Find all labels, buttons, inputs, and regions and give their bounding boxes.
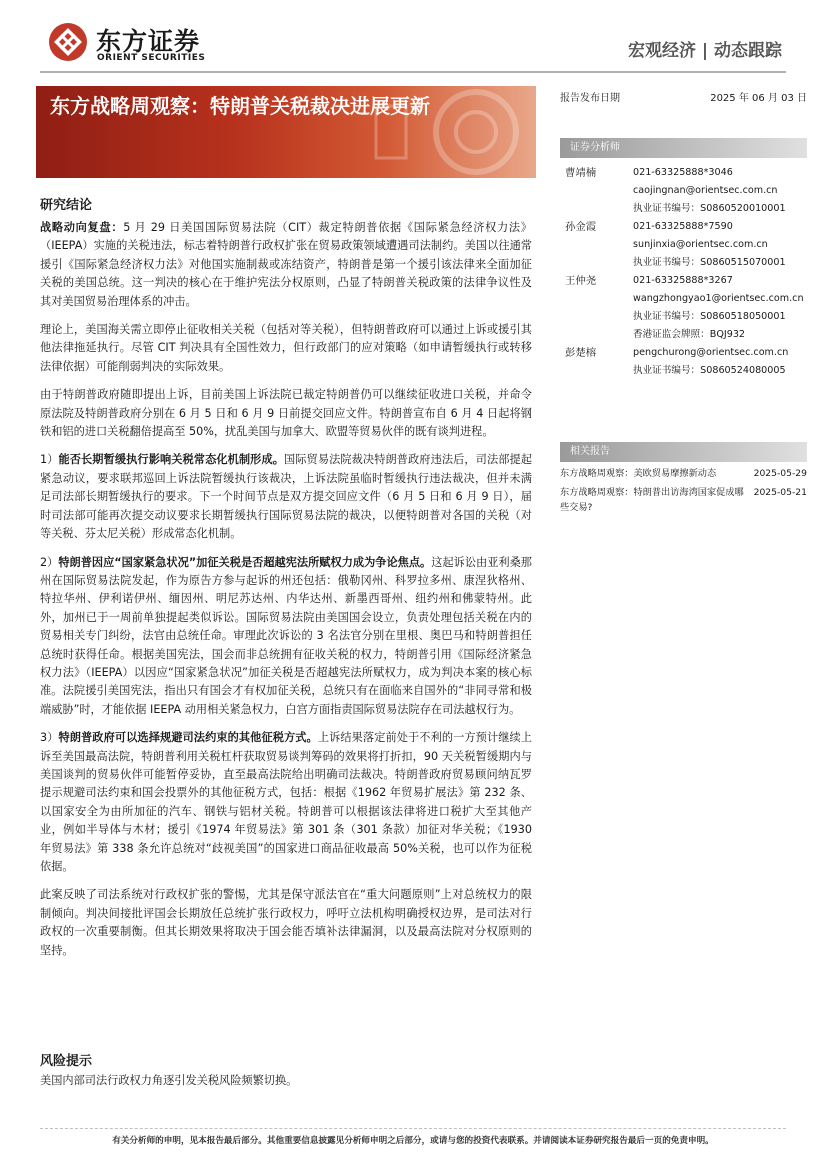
paragraph-1-lead: 战略动向复盘： bbox=[40, 221, 124, 234]
footer-divider bbox=[40, 1128, 786, 1129]
report-title: 东方战略周观察：特朗普关税裁决进展更新 bbox=[50, 94, 430, 118]
analyst-cert: 执业证书编号：S0860518050001 bbox=[633, 311, 786, 322]
analyst-name: 王仲尧 bbox=[565, 275, 597, 287]
related-report-date: 2025-05-29 bbox=[753, 468, 807, 479]
paragraph-4 bbox=[40, 451, 532, 543]
related-report-date: 2025-05-21 bbox=[753, 487, 807, 498]
risk-section-text: 美国内部司法行政权力角逐引发关税风险频繁切换。 bbox=[40, 1074, 298, 1087]
analyst-license: 香港证监会牌照：BQJ932 bbox=[633, 329, 746, 340]
paragraph-4-body: 国际贸易法院裁决特朗普政府违法后，司法部提起紧急动议，要求联邦巡回上诉法院暂缓执行该裁决，上诉法院虽临时暂缓执行违法裁决，但并未满足司法部长期暂缓执行的要求。下一个时间节点是双方提交回应文件（6 月 5 日和 6 月 9 日），届时司法部可能再次提交动议要求长期暂缓执行国际贸易法院的裁决，以便特朗普对各国的关税（对等关税、芬太尼关税）形成常态化机制。 bbox=[40, 453, 532, 541]
paragraph-5-lead: 特朗普因应“国家紧急状况”加征关税是否超越宪法所赋权力成为争论焦点。 bbox=[58, 555, 432, 569]
related-report-title[interactable]: 东方战略周观察：特朗普出访海湾国家促成哪些交易? bbox=[560, 487, 744, 513]
footer-disclaimer: 有关分析师的申明，见本报告最后部分。其他重要信息披露见分析师申明之后部分，或请与您的投资代表联系。并请阅读本证券研究报告最后一页的免责申明。 bbox=[112, 1136, 714, 1146]
paragraph-1-body: 5 月 29 日美国国际贸易法院（CIT）裁定特朗普依据《国际紧急经济权力法》（IEEPA）实施的关税违法，标志着特朗普行政权扩张在贸易政策领域遭遇司法制约。美国以往通常援引《国际紧急经济权力法》对他国实施制裁或冻结资产，特朗普是第一个援引该法律来全面加征关税的美国总统。这一判决的核心在于维护宪法分权原则，凸显了特朗普关税政策的法律争议性及其对美国贸易治理体系的冲击。 bbox=[40, 221, 532, 308]
analyst-phone: 021-63325888*7590 bbox=[633, 221, 733, 232]
paragraph-4-prefix: 1） bbox=[40, 453, 59, 467]
analyst-name: 孙金霞 bbox=[565, 221, 597, 233]
paragraph-5-prefix: 2） bbox=[40, 555, 59, 569]
main-content bbox=[40, 194, 532, 970]
analysts-header: 证券分析师 bbox=[560, 138, 807, 158]
paragraph-6-body: 上诉结果落定前处于不利的一方预计继续上诉至美国最高法院，特朗普利用关税杠杆获取贸易谈判筹码的效果将打折扣，90 天关税暂缓期内与美国谈判的贸易伙伴可能暂停妥协，直至最高法院给出明确司法裁决。特朗普政府贸易顾问纳瓦罗提示规避司法约束和国会投票外的其他征税方式，包括：根据《1962 年贸易扩展法》第 232 条、以国家安全为由所加征的汽车、钢铁与铝材关税。特朗普可以根据该法律将进口税扩大至其他产业，例如半导体与木材；援引《1974 年贸易法》第 301 条（301 条款）加征对华关税；《1930 年贸易法》第 338 条允许总统对“歧视美国”的国家进口商品征收最高 50%关税，也可以作为征税依据。 bbox=[40, 731, 532, 873]
analyst-card bbox=[560, 164, 807, 218]
related-report-item[interactable] bbox=[560, 466, 807, 481]
analyst-email[interactable]: pengchurong@orientsec.com.cn bbox=[633, 347, 789, 358]
report-date-label: 报告发布日期 bbox=[560, 93, 620, 104]
header-divider bbox=[40, 71, 786, 73]
analyst-phone: 021-63325888*3267 bbox=[633, 275, 733, 286]
analyst-name: 曹靖楠 bbox=[565, 167, 597, 179]
logo-text-en: ORIENT SECURITIES bbox=[97, 53, 206, 63]
paragraph-3: 由于特朗普政府随即提出上诉，目前美国上诉法院已裁定特朗普仍可以继续征收进口关税，并命令原法院及特朗普政府分别在 6 月 5 日和 6 月 9 日前提交回应文件。特朗普宣布自 6 月 4 日起将钢铁和铝的进口关税翻倍提高至 50%，扰乱美国与加拿大、欧盟等贸易伙伴的既有谈判进程。 bbox=[40, 388, 532, 439]
logo-text-cn: 东方证券 bbox=[96, 27, 201, 56]
report-date-row bbox=[560, 89, 807, 103]
paragraph-6 bbox=[40, 729, 532, 876]
analyst-name: 彭楚榕 bbox=[565, 347, 597, 359]
paragraph-5 bbox=[40, 554, 532, 720]
title-banner bbox=[36, 86, 536, 178]
analyst-phone: 021-63325888*3046 bbox=[633, 167, 733, 178]
analyst-cert: 执业证书编号：S0860524080005 bbox=[633, 365, 786, 376]
analyst-email[interactable]: sunjinxia@orientsec.com.cn bbox=[633, 239, 768, 250]
analyst-email[interactable]: caojingnan@orientsec.com.cn bbox=[633, 185, 778, 196]
analyst-card bbox=[560, 272, 807, 344]
analyst-cert: 执业证书编号：S0860520010001 bbox=[633, 203, 786, 214]
risk-section-title: 风险提示 bbox=[40, 1054, 93, 1069]
paragraph-6-prefix: 3） bbox=[40, 731, 59, 745]
analyst-card bbox=[560, 344, 807, 380]
paragraph-7: 此案反映了司法系统对行政权扩张的警惕，尤其是保守派法官在“重大问题原则”上对总统权力的限制倾向。判决间接批评国会长期放任总统扩张行政权力，呼吁立法机构明确授权边界，是司法对行政权的一次重要制衡。但其长期效果将取决于国会能否填补法律漏洞，以及最高法院对分权原则的坚持。 bbox=[40, 888, 532, 957]
paragraph-6-lead: 特朗普政府可以选择规避司法约束的其他征税方式。 bbox=[58, 731, 318, 745]
related-reports-header: 相关报告 bbox=[560, 442, 807, 462]
analyst-card bbox=[560, 218, 807, 272]
orient-logo-icon bbox=[48, 22, 88, 62]
logo bbox=[48, 20, 228, 64]
related-reports-panel bbox=[560, 442, 807, 515]
analyst-cert: 执业证书编号：S0860515070001 bbox=[633, 257, 786, 268]
report-date-value: 2025 年 06 月 03 日 bbox=[710, 93, 807, 104]
related-report-item[interactable] bbox=[560, 485, 807, 515]
analyst-email[interactable]: wangzhongyao1@orientsec.com.cn bbox=[633, 293, 804, 304]
report-category: 宏观经济 | 动态跟踪 bbox=[627, 41, 782, 61]
paragraph-2: 理论上，美国海关需立即停止征收相关关税（包括对等关税），但特朗普政府可以通过上诉或援引其他法律拖延执行。尽管 CIT 判决具有全国性效力，但行政部门的应对策略（如申请暂缓执行或转移法律依据）可能削弱判决的实际效果。 bbox=[40, 323, 532, 373]
paragraph-4-lead: 能否长期暂缓执行影响关税常态化机制形成。 bbox=[58, 453, 284, 467]
paragraph-5-body: 这起诉讼由亚利桑那州在国际贸易法院发起，作为原告方参与起诉的州还包括：俄勒冈州、科罗拉多州、康涅狄格州、特拉华州、伊利诺伊州、缅因州、明尼苏达州、内华达州、新墨西哥州、纽约州和佛蒙特州。此外，加州已于一周前单独提起类似诉讼。国际贸易法院由美国国会设立，负责处理包括关税在内的贸易相关专门纠纷，法官由总统任命。审理此次诉讼的 3 名法官分别在里根、奥巴马和特朗普担任总统时获得任命。根据美国宪法，国会而非总统拥有征收关税的权力，特朗普引用《国际经济紧急权力法》（IEEPA）以因应“国家紧急状况”加征关税是否超越宪法所赋权力，成为判决本案的核心标准。法院援引美国宪法，指出只有国会才有权加征关税，总统只有在面临来自国外的“非同寻常和极端威胁”时，才能依据 IEEPA 动用相关紧急权力，白宫方面指责国际贸易法院存在司法越权行为。 bbox=[40, 555, 532, 716]
section-title-conclusion: 研究结论 bbox=[40, 198, 93, 213]
related-report-title[interactable]: 东方战略周观察：美欧贸易摩擦新动态 bbox=[560, 468, 717, 479]
paragraph-1 bbox=[40, 219, 532, 311]
analysts-panel bbox=[560, 138, 807, 380]
